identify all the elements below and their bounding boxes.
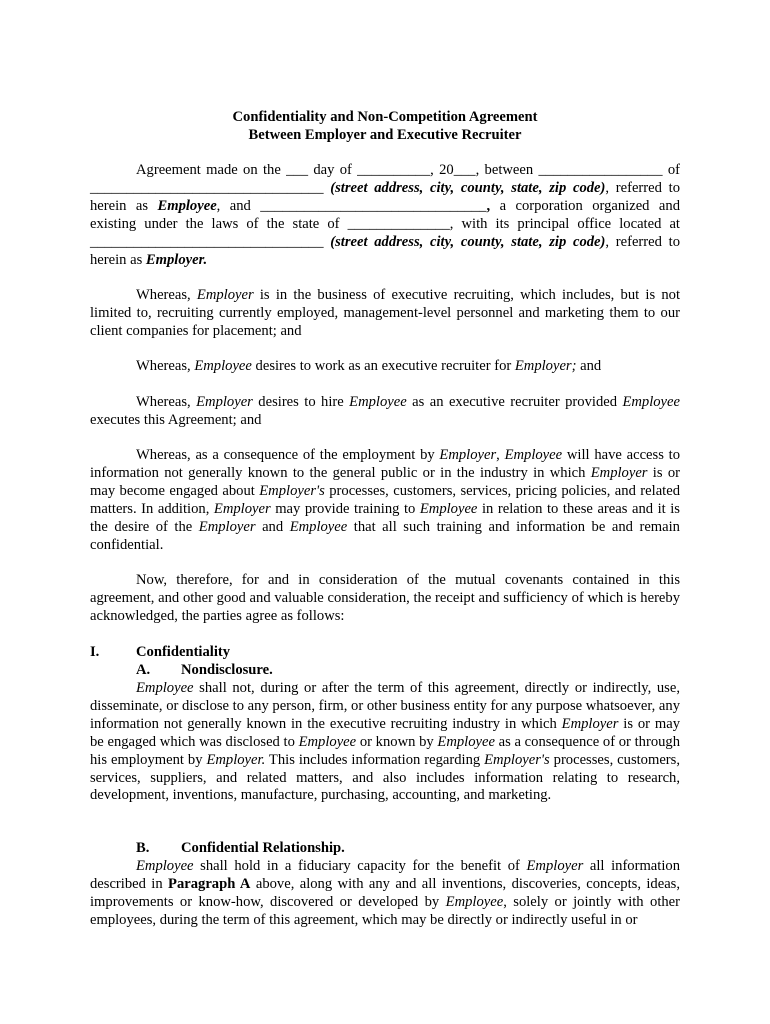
intro-paragraph: Agreement made on the ___ day of __________, 20___, between _________________ of ________________________________ (street address, city, county, state, zip code), referred to herein as Employee, and _______________________________, a corporation organized and existing under the laws of the state of ______________, with its principal office located at ________________________________ (street address, city, county, state, zip code), referred to herein as Employer. <box>90 162 681 268</box>
section-heading-confidentiality <box>90 644 230 662</box>
whereas-paragraph-3: Whereas, Employer desires to hire Employee as an executive recruiter provided Employee executes this Agreement; and <box>90 394 680 428</box>
subsection-title-b: Confidential Relationship. <box>181 840 345 856</box>
section-title: Confidentiality <box>136 644 231 660</box>
now-therefore-paragraph: Now, therefore, for and in consideration of the mutual covenants contained in this agreement, and other good and valuable consideration, the receipt and sufficiency of which is hereby acknowledged, the parties agree as follows: <box>90 572 680 624</box>
whereas-paragraph-2: Whereas, Employee desires to work as an executive recruiter for Employer; and <box>136 358 602 374</box>
subsection-letter-b: B. <box>136 840 150 856</box>
confidential-relationship-paragraph: Employee shall hold in a fiduciary capacity for the benefit of Employer all information described in Paragraph A above, along with any and all inventions, discoveries, concepts, ideas, improvements or know-how, discovered or developed by Employee, solely or jointly with other employees, during the term of this agreement, which may be directly or indirectly useful in or <box>90 858 681 928</box>
section-number: I. <box>90 644 100 660</box>
whereas-paragraph-4: Whereas, as a consequence of the employment by Employer, Employee will have access to information not generally known to the general public or in the industry in which Employer is or may become engaged about Employer's processes, customers, services, pricing policies, and related matters. In addition, Employer may provide training to Employee in relation to these areas and it is the desire of the Employer and Employee that all such training and information be and remain confidential. <box>90 447 681 553</box>
subsection-title-a: Nondisclosure. <box>181 662 273 678</box>
subsection-letter-a: A. <box>136 662 151 678</box>
whereas-paragraph-1: Whereas, Employer is in the business of executive recruiting, which includes, but is not limited to, recruiting currently employed, management-level personnel and marketing them to our client companies for placement; and <box>90 287 680 339</box>
nondisclosure-paragraph: Employee shall not, during or after the term of this agreement, directly or indirectly, use, disseminate, or disclose to any person, firm, or other business entity for any purpose whatsoever, any information not generally known in the executive recruiting industry in which Employer is or may be engaged which was disclosed to Employee or known by Employee as a consequence of or through his employment by Employer. This includes information regarding Employer's processes, customers, services, suppliers, and related matters, and also includes information relating to research, development, inventions, manufacture, purchasing, accounting, and marketing. <box>90 680 681 804</box>
title-line-2: Between Employer and Executive Recruiter <box>248 127 522 143</box>
subsection-heading-confidential-relationship <box>136 840 345 858</box>
subsection-heading-nondisclosure <box>136 662 273 680</box>
title-line-1: Confidentiality and Non-Competition Agreement <box>232 109 538 125</box>
